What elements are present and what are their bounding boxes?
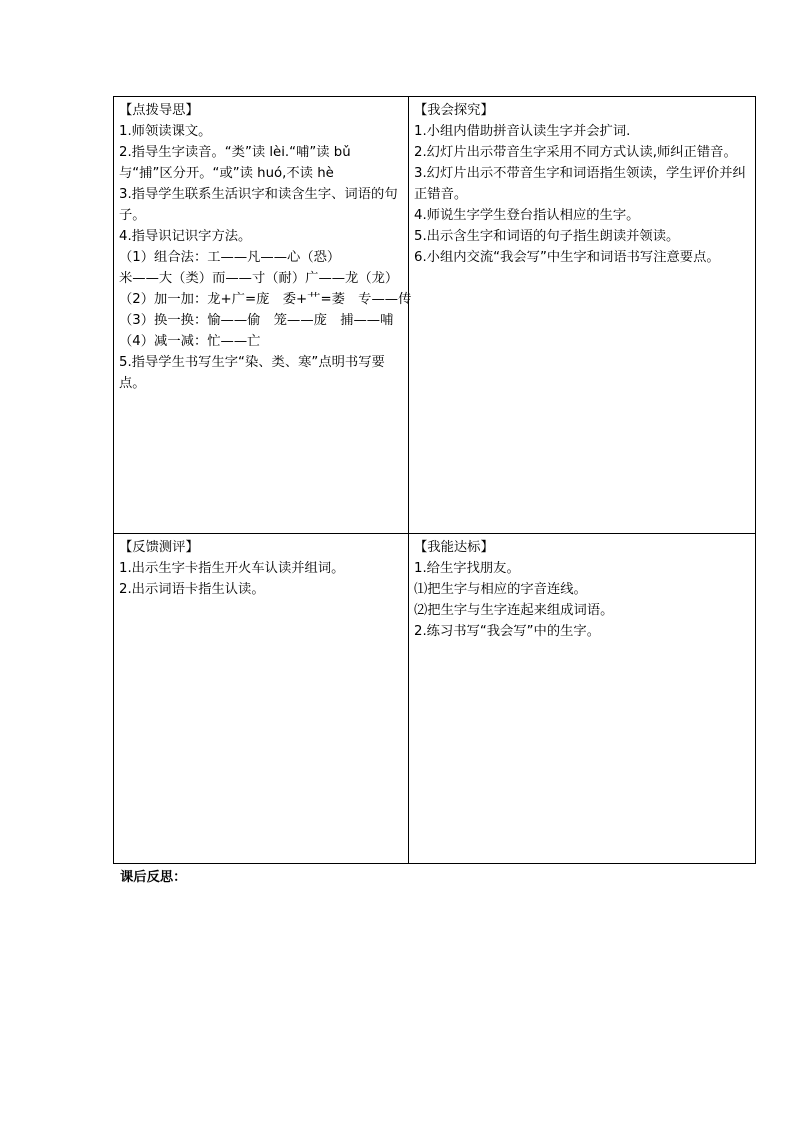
feedback-heading: 【反馈测评】	[119, 539, 199, 555]
explore-line: 5.出示含生字和词语的句子指生朗读并领读。	[414, 229, 680, 244]
guide-line: （2）加一加：龙+广=庞 委+艹=萎 专——传	[119, 292, 412, 307]
guide-line: （1）组合法：工——凡——心（恐）	[119, 250, 341, 265]
guide-line: 3.指导学生联系生活识字和读含生字、词语的句子。	[119, 187, 398, 223]
guide-line: （4）减一减：忙——亡	[119, 334, 261, 349]
guide-line: 4.指导识记识字方法。	[119, 229, 252, 244]
feedback-line: 1.出示生字卡指生开火车认读并组词。	[119, 560, 345, 576]
lesson-plan-table	[113, 96, 756, 864]
guide-line: 米——大（类）而——寸（耐）广——龙（龙）	[119, 271, 399, 286]
guide-heading: 【点拨导思】	[119, 103, 199, 118]
explore-line: 4.师说生字学生登台指认相应的生字。	[414, 208, 640, 223]
goal-line: ⑴把生字与相应的字音连线。	[414, 581, 587, 597]
explore-line: 1.小组内借助拼音认读生字并会扩词.	[414, 124, 631, 139]
guide-line: （3）换一换：愉——偷 笼——庞 捕——哺	[119, 313, 394, 328]
table-row	[114, 97, 756, 534]
explore-line: 6.小组内交流“我会写”中生字和词语书写注意要点。	[414, 250, 720, 265]
table-row	[114, 533, 756, 863]
guide-line: 2.指导生字读音。“类”读 lèi.“哺”读 bǔ 与“捕”区分开。“或”读 huó,不读 hè	[119, 145, 351, 181]
explore-line: 3.幻灯片出示不带音生字和词语指生领读，学生评价并纠正错音。	[414, 166, 746, 202]
goal-line: 2.练习书写“我会写”中的生字。	[414, 623, 601, 639]
feedback-cell	[114, 533, 409, 863]
guide-line: 5.指导学生书写生字“染、类、寒”点明书写要点。	[119, 355, 385, 391]
goal-cell	[409, 533, 756, 863]
feedback-line: 2.出示词语卡指生认读。	[119, 581, 265, 597]
explore-heading: 【我会探究】	[414, 103, 494, 118]
goal-heading: 【我能达标】	[414, 539, 494, 555]
guide-line: 1.师领读课文。	[119, 124, 212, 139]
explore-line: 2.幻灯片出示带音生字采用不同方式认读,师纠正错音。	[414, 145, 737, 160]
explore-cell	[409, 97, 756, 534]
guide-cell	[114, 97, 412, 534]
goal-line: 1.给生字找朋友。	[414, 560, 520, 576]
reflection-label: 课后反思：	[120, 870, 187, 885]
goal-line: ⑵把生字与生字连起来组成词语。	[414, 602, 614, 618]
